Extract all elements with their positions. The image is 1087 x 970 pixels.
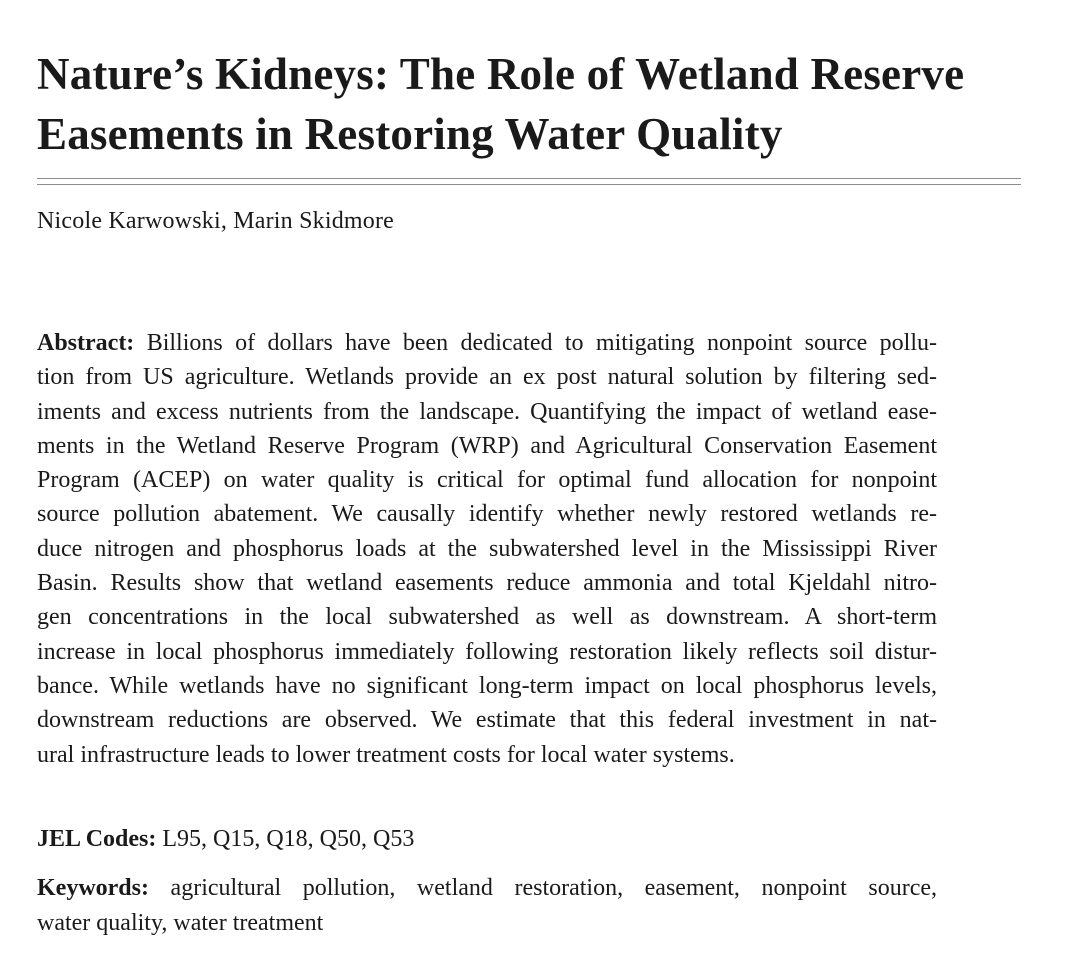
- abstract-text: Billions of dollars have been dedicated to mitigating nonpoint source pollu-: [146, 330, 938, 356]
- abstract-line: downstream reductions are observed. We estimate that this federal investment in nat-: [37, 707, 937, 734]
- keywords-block: [37, 871, 937, 941]
- abstract-line: source pollution abatement. We causally identify whether newly restored wetlands re-: [37, 501, 937, 528]
- abstract-line: Program (ACEP) on water quality is critical for optimal fund allocation for nonpoint: [37, 467, 937, 494]
- abstract-line: Basin. Results show that wetland easements reduce ammonia and total Kjeldahl nitro-: [37, 570, 937, 597]
- abstract-line: iments and excess nutrients from the landscape. Quantifying the impact of wetland ease-: [37, 398, 937, 425]
- author-list: Nicole Karwowski, Marin Skidmore: [37, 208, 395, 234]
- keywords-label: Keywords:: [37, 875, 149, 901]
- abstract-line: bance. While wetlands have no significant long-term impact on local phosphorus levels,: [37, 672, 937, 699]
- abstract-line: duce nitrogen and phosphorus loads at the subwatershed level in the Mississippi River: [37, 535, 937, 562]
- abstract-line: [37, 326, 937, 360]
- abstract-line: tion from US agriculture. Wetlands provide an ex post natural solution by filtering sed-: [37, 364, 937, 391]
- abstract-label: Abstract:: [37, 330, 135, 356]
- jel-codes: [37, 822, 414, 856]
- keywords-line: [37, 871, 937, 906]
- abstract-line: ural infrastructure leads to lower treatment costs for local water systems.: [37, 741, 735, 768]
- abstract-block: [37, 326, 937, 772]
- title-divider-bottom: [37, 184, 1021, 185]
- abstract-line: ments in the Wetland Reserve Program (WRP) and Agricultural Conservation Easement: [37, 432, 937, 459]
- keywords-text: agricultural pollution, wetland restoration, easement, nonpoint source,: [170, 875, 938, 901]
- paper-title: Nature’s Kidneys: The Role of Wetland Reserve Easements in Restoring Water Quality: [37, 49, 965, 159]
- jel-label: JEL Codes:: [37, 826, 157, 852]
- abstract-line: gen concentrations in the local subwatershed as well as downstream. A short-term: [37, 604, 937, 631]
- keywords-line: water quality, water treatment: [37, 910, 324, 936]
- title-divider-top: [37, 178, 1021, 179]
- jel-code-list: L95, Q15, Q18, Q50, Q53: [162, 826, 415, 852]
- abstract-line: increase in local phosphorus immediately following restoration likely reflects soil distur-: [37, 638, 937, 665]
